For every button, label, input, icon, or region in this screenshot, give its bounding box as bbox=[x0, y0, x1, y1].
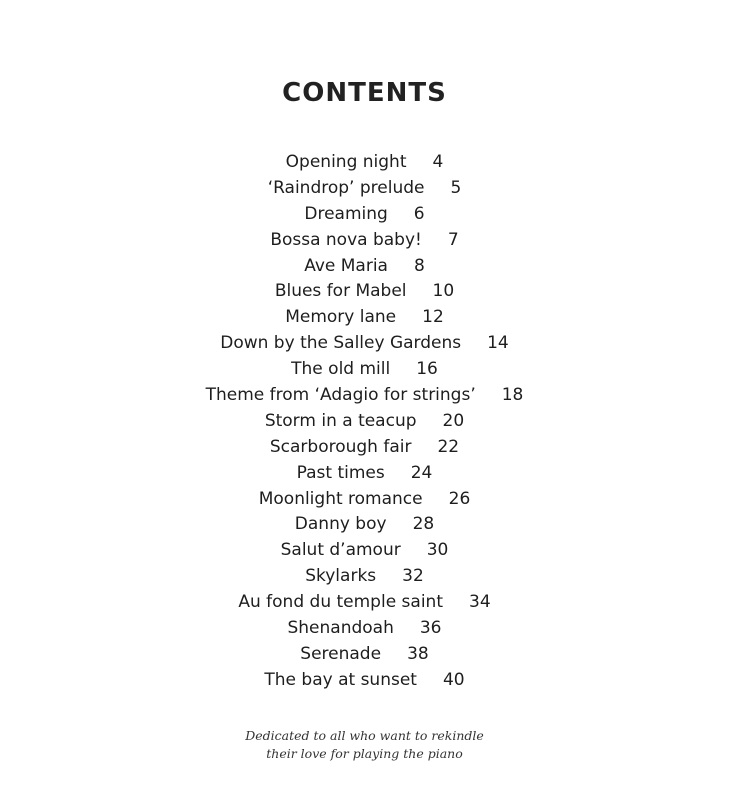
toc-entry-page: 30 bbox=[426, 540, 449, 561]
toc-entry-title: Skylarks bbox=[305, 566, 377, 587]
toc-entry-title: Scarborough fair bbox=[269, 436, 412, 457]
toc-entry-page: 26 bbox=[448, 488, 471, 509]
toc-entry-page: 6 bbox=[413, 203, 425, 224]
toc-entry bbox=[0, 564, 729, 590]
toc-entry-title: Storm in a teacup bbox=[264, 410, 417, 431]
toc-entry-title: Au fond du temple saint bbox=[238, 592, 443, 613]
toc-entry-page: 10 bbox=[432, 281, 455, 302]
toc-entry bbox=[0, 357, 729, 383]
toc-entry-page: 4 bbox=[432, 152, 444, 172]
toc-entry-title: The old mill bbox=[291, 359, 391, 380]
toc-entry-page: 7 bbox=[447, 229, 459, 250]
toc-entry-title: Theme from ‘Adagio for strings’ bbox=[205, 385, 476, 406]
toc-entry bbox=[0, 538, 729, 564]
toc-entry-title: The bay at sunset bbox=[264, 669, 417, 690]
toc-entry-page: 18 bbox=[501, 385, 524, 406]
toc-entry-title: Salut d’amour bbox=[280, 540, 401, 561]
toc-entry-page: 28 bbox=[412, 514, 435, 535]
toc-entry-title: Blues for Mabel bbox=[274, 281, 407, 302]
toc-entry bbox=[0, 409, 729, 435]
toc-entry-title: Danny boy bbox=[294, 514, 387, 535]
toc-entry-title: Opening night bbox=[285, 152, 407, 172]
toc-entry bbox=[0, 461, 729, 487]
toc-entry bbox=[0, 512, 729, 538]
toc-entry-title: Ave Maria bbox=[304, 255, 388, 276]
toc-entry bbox=[0, 331, 729, 357]
toc-entry-title: Moonlight romance bbox=[258, 488, 423, 509]
toc-entry-title: Shenandoah bbox=[287, 618, 394, 639]
toc-entry-page: 16 bbox=[416, 359, 438, 380]
toc-entry-title: Memory lane bbox=[285, 307, 397, 328]
toc-entry bbox=[0, 305, 729, 331]
toc-entry-page: 40 bbox=[442, 669, 465, 690]
toc-entry bbox=[0, 590, 729, 616]
dedication-line-2: their love for playing the piano bbox=[266, 746, 463, 761]
toc-entry bbox=[0, 383, 729, 409]
toc-entry bbox=[0, 228, 729, 254]
toc-entry bbox=[0, 176, 729, 202]
dedication-note bbox=[0, 727, 729, 763]
toc-entry-page: 5 bbox=[450, 177, 462, 198]
toc-entry bbox=[0, 668, 729, 694]
toc-entry-page: 24 bbox=[410, 462, 433, 483]
toc-entry-page: 36 bbox=[419, 618, 442, 639]
toc-entry-page: 12 bbox=[422, 307, 444, 328]
toc-entry-page: 8 bbox=[413, 255, 425, 276]
toc-entry-title: Bossa nova baby! bbox=[270, 229, 422, 250]
toc-entry bbox=[0, 254, 729, 280]
toc-entry bbox=[0, 279, 729, 305]
toc-entry-page: 22 bbox=[437, 436, 460, 457]
toc-entry-page: 14 bbox=[487, 333, 509, 354]
toc-entry-page: 32 bbox=[402, 566, 424, 587]
toc-entry-title: Down by the Salley Gardens bbox=[220, 333, 462, 354]
toc-entry-page: 20 bbox=[442, 410, 465, 431]
page-title: CONTENTS bbox=[282, 78, 447, 108]
toc-entry-title: Serenade bbox=[300, 643, 382, 664]
toc-entry bbox=[0, 435, 729, 461]
toc-entry bbox=[0, 202, 729, 228]
toc-entry-title: Past times bbox=[296, 462, 385, 483]
toc-entry-page: 38 bbox=[407, 643, 429, 664]
toc-entry-page: 34 bbox=[469, 592, 491, 613]
toc-entry bbox=[0, 642, 729, 668]
table-of-contents bbox=[0, 150, 729, 694]
toc-entry bbox=[0, 616, 729, 642]
toc-entry bbox=[0, 487, 729, 513]
toc-entry bbox=[0, 150, 729, 176]
toc-entry-title: Dreaming bbox=[304, 203, 388, 224]
toc-entry-title: ‘Raindrop’ prelude bbox=[267, 177, 425, 198]
dedication-line-1: Dedicated to all who want to rekindle bbox=[245, 728, 484, 743]
